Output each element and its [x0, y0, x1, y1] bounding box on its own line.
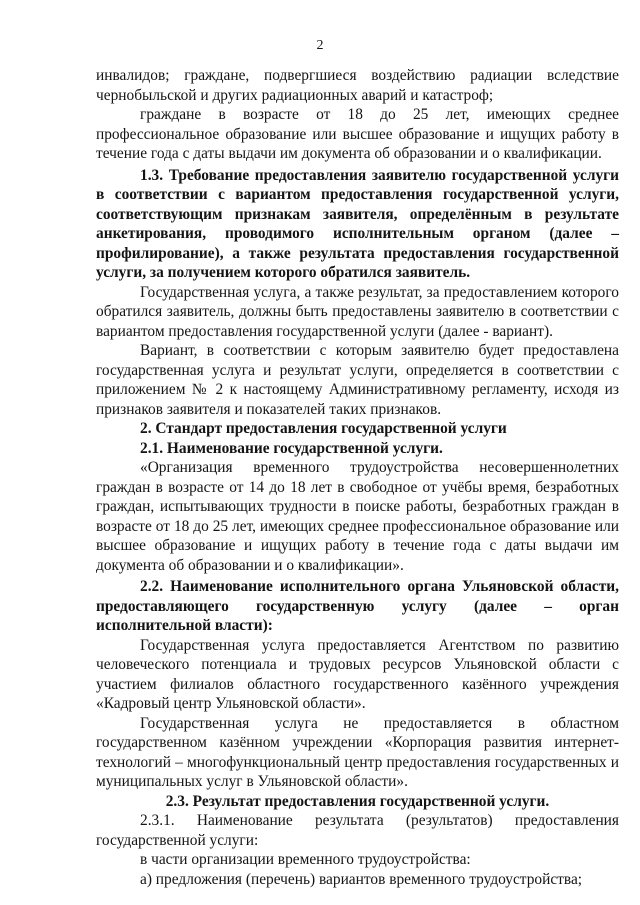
paragraph: граждане в возрасте от 18 до 25 лет, имеющих среднее профессиональное образование или высшее образование и ищущих работу в течение года с даты выдачи им документа об образовании и о квалификации. [96, 106, 619, 162]
paragraph: а) предложения (перечень) вариантов временного трудоустройства; [140, 870, 583, 888]
section-heading-2-2: 2.2. Наименование исполнительного органа Ульяновской области, предоставляющего государственную услугу (далее – орган исполнительной власти): [96, 578, 619, 634]
section-heading-2-3: 2.3. Результат предоставления государственной услуги. [165, 792, 550, 810]
paragraph: «Организация временного трудоустройства несовершеннолетних граждан в возрасте от 14 до 18 лет в свободное от учёбы время, безработных граждан, испытывающих трудности в поиске работы, безработных граждан в возрасте от 18 до 25 лет, имеющих среднее профессиональное образование или высшее образование и ищущих работу в течение года с даты выдачи им документа об образовании и о квалификации». [96, 459, 619, 574]
section-heading-1-3: 1.3. Требование предоставления заявителю государственной услуги в соответствии с вариантом предоставления государственной услуги, соответствующим признакам заявителя, определённым в результате анкетирования, проводимого исполнительным органом (далее – профилирование), а также результата предоставления государственной услуги, за получением которого обратился заявитель. [96, 166, 619, 281]
document-body [96, 66, 619, 889]
paragraph: в части организации временного трудоустройства: [140, 851, 471, 868]
section-heading-2-1: 2.1. Наименование государственной услуги. [140, 439, 443, 457]
page-number: 2 [316, 38, 324, 53]
paragraph: Государственная услуга не предоставляется в областном государственном казённом учреждении «Корпорация развития интернет-технологий – многофункциональный центр предоставления государственных и муниципальных услуг в Ульяновской области». [96, 714, 619, 790]
paragraph: Государственная услуга, а также результат, за предоставлением которого обратился заявитель, должны быть предоставлены заявителю в соответствии с вариантом предоставления государственной услуги (далее - вариант). [96, 283, 619, 340]
paragraph: Вариант, в соответствии с которым заявителю будет предоставлена государственная услуга и результат услуги, определяется в соответствии с приложением № 2 к настоящему Административному регламенту, исходя из признаков заявителя и показателей таких признаков. [96, 342, 619, 418]
section-heading-2: 2. Стандарт предоставления государственной услуги [140, 420, 507, 437]
paragraph: 2.3.1. Наименование результата (результатов) предоставления государственной услуги: [96, 812, 619, 849]
paragraph: инвалидов; граждане, подвергшиеся воздействию радиации вследствие чернобыльской и других радиационных аварий и катастроф; [96, 67, 619, 104]
paragraph: Государственная услуга предоставляется Агентством по развитию человеческого потенциала и трудовых ресурсов Ульяновской области с участием филиалов областного государственного казённого учреждения «Кадровый центр Ульяновской области». [96, 636, 619, 712]
